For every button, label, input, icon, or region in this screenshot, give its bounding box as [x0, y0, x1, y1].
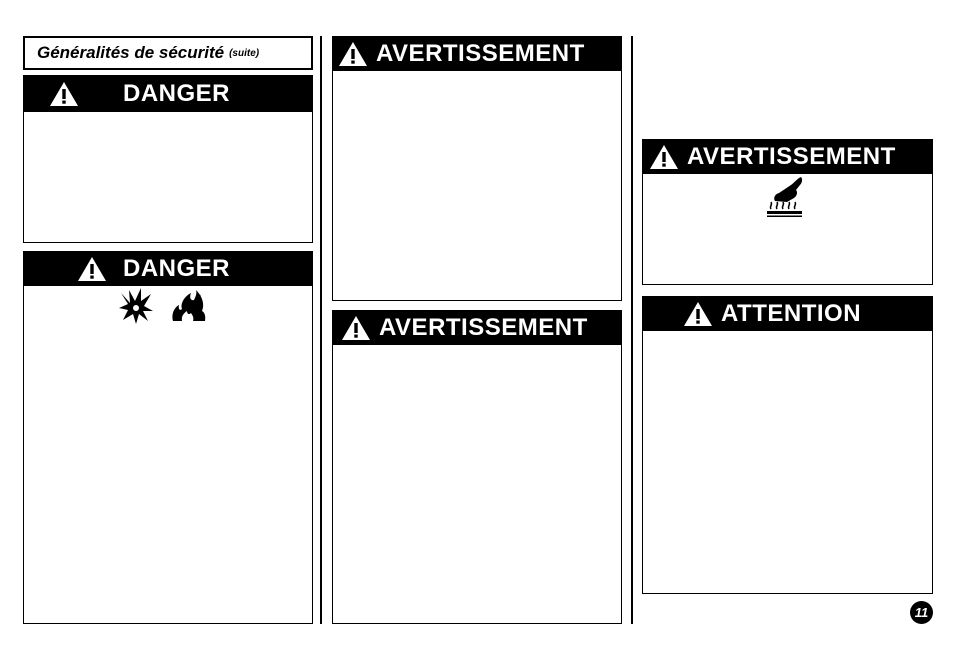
warning-banner-3 [643, 140, 932, 174]
caution-banner [643, 297, 932, 331]
section-title-suffix: (suite) [229, 47, 260, 59]
page-number: 11 [910, 601, 933, 624]
section-title: Généralités de sécurité [37, 43, 225, 62]
danger-banner-1 [24, 76, 312, 112]
danger-label-2: DANGER [123, 255, 231, 282]
danger-box-2 [23, 251, 313, 624]
warning-box-3 [642, 139, 933, 285]
explosion-icon [118, 287, 154, 325]
hot-surface-icon [765, 176, 805, 220]
danger-box-1 [23, 75, 313, 243]
fire-icon [169, 287, 207, 325]
danger-banner-2 [24, 252, 312, 286]
column-divider [631, 36, 633, 624]
warning-label-1: AVERTISSEMENT [376, 40, 585, 67]
caution-label: ATTENTION [721, 300, 862, 327]
warning-label-2: AVERTISSEMENT [379, 314, 588, 341]
warning-triangle-icon [338, 41, 368, 67]
warning-box-2 [332, 310, 622, 624]
column-divider [320, 36, 322, 624]
section-header [23, 36, 313, 70]
warning-triangle-icon [77, 256, 107, 282]
warning-banner-2 [333, 311, 621, 345]
warning-banner-1 [333, 37, 621, 71]
warning-label-3: AVERTISSEMENT [687, 143, 896, 170]
warning-triangle-icon [341, 315, 371, 341]
danger-label-1: DANGER [123, 80, 231, 107]
warning-triangle-icon [49, 81, 79, 107]
caution-box [642, 296, 933, 594]
warning-triangle-icon [683, 301, 713, 327]
warning-box-1 [332, 36, 622, 301]
warning-triangle-icon [649, 144, 679, 170]
